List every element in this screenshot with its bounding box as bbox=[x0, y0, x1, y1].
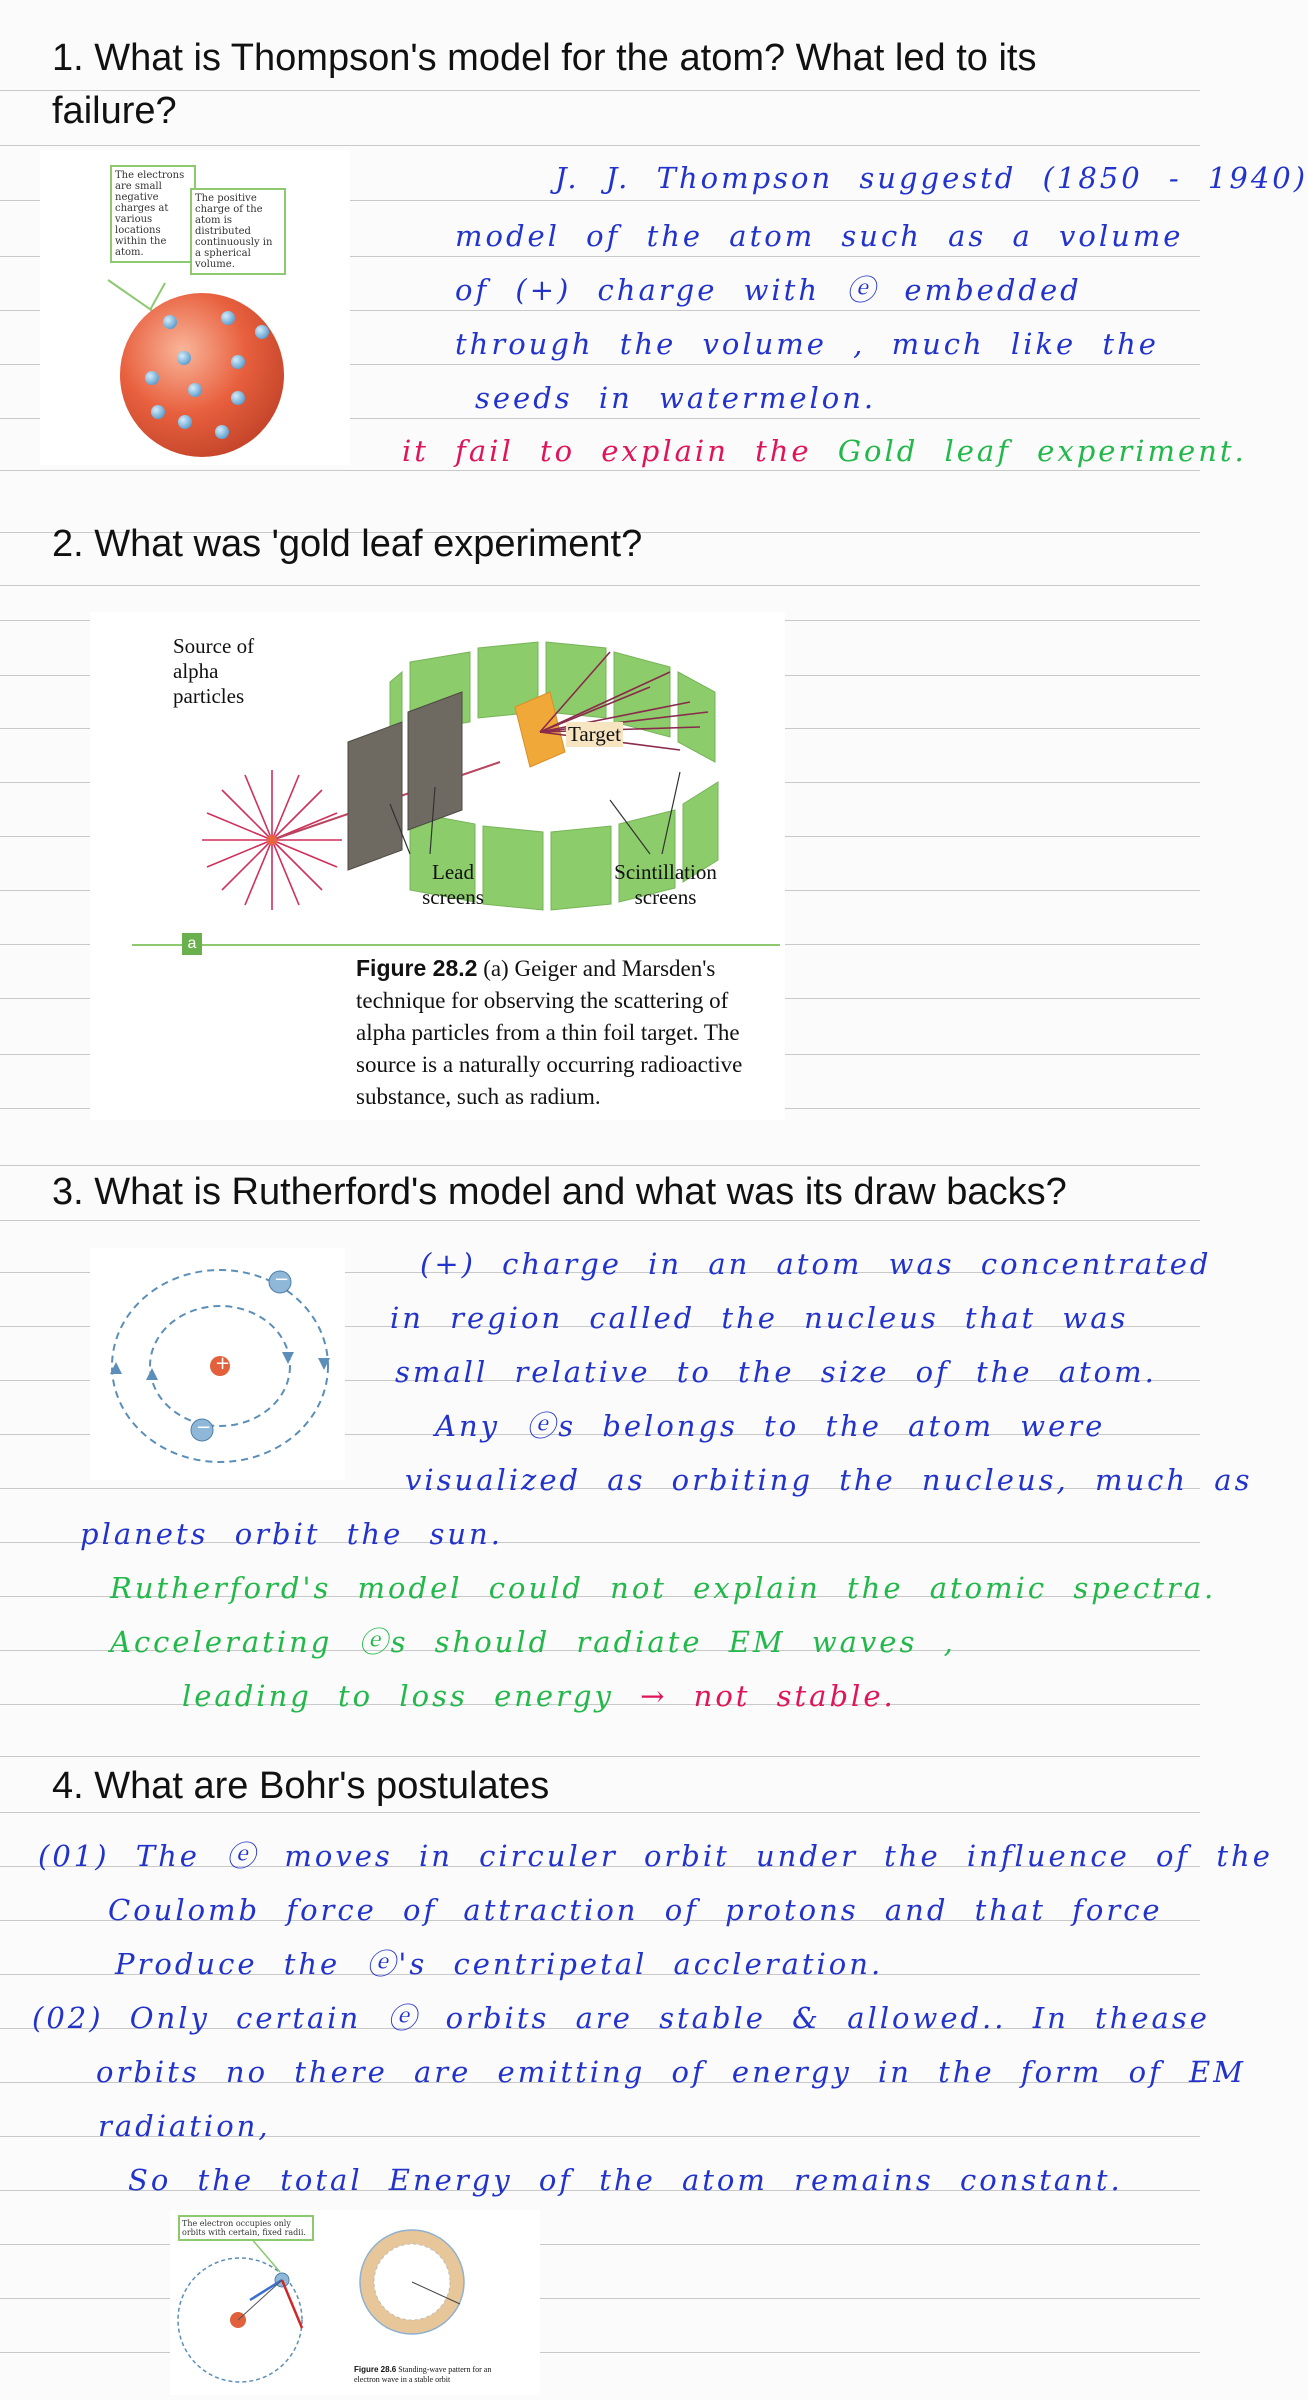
figure-28-2-caption bbox=[356, 952, 776, 1113]
not-stable-text: not stable. bbox=[693, 1679, 896, 1713]
answer4-line-4: (02) Only certain ⓔ orbits are stable & allowed.. In thease bbox=[32, 2001, 1210, 2035]
answer1-line-3: of (+) charge with ⓔ embedded bbox=[455, 273, 1082, 307]
lead-screens-label: Lead screens bbox=[422, 860, 484, 909]
answer1-line-4: through the volume , much like the bbox=[455, 327, 1159, 361]
ruled-line bbox=[0, 145, 1200, 146]
answer3-line-1: (+) charge in an atom was concentrated bbox=[420, 1247, 1212, 1281]
electron-minus-1: − bbox=[274, 1269, 290, 1290]
answer1-line-1: J. J. Thompson suggestd (1850 - 1940) bbox=[555, 161, 1308, 195]
alpha-source-dot bbox=[267, 835, 277, 845]
caption-body: Standing-wave pattern for an electron wave in a stable orbit bbox=[354, 2365, 492, 2384]
answer4-line-7: So the total Energy of the atom remains constant. bbox=[128, 2163, 1123, 2197]
question-3: 3. What is Rutherford's model and what was its draw backs? bbox=[52, 1171, 1067, 1213]
electron-minus-2: − bbox=[196, 1417, 212, 1438]
lead-screen-1 bbox=[348, 722, 402, 870]
answer3-line-3: small relative to the size of the atom. bbox=[395, 1355, 1157, 1389]
ruled-line bbox=[0, 1220, 1200, 1221]
answer3-line-6: planets orbit the sun. bbox=[80, 1517, 503, 1551]
drawback-line-3 bbox=[182, 1678, 896, 1714]
ruled-line bbox=[0, 585, 1200, 586]
fixed-radii-callout: The electron occupies only orbits with certain, fixed radii. bbox=[178, 2215, 314, 2241]
positive-sphere bbox=[120, 293, 284, 457]
bohr-model-figure bbox=[170, 2210, 540, 2395]
thomson-model-figure bbox=[40, 150, 350, 465]
rutherford-model-figure bbox=[90, 1248, 345, 1480]
answer3-line-5: visualized as orbiting the nucleus, much as bbox=[405, 1463, 1253, 1497]
caption-body: (a) Geiger and Marsden's technique for observing the scattering of alpha particles from a thin foil target. The source is a naturally occurring radioactive substance, such as radium. bbox=[356, 956, 743, 1109]
ruled-line bbox=[0, 470, 1200, 471]
gold-leaf-figure bbox=[90, 612, 785, 1120]
arrow: → bbox=[640, 1679, 668, 1713]
question-2: 2. What was 'gold leaf experiment? bbox=[52, 523, 643, 565]
gold-leaf-text: Gold leaf experiment. bbox=[837, 434, 1247, 468]
answer3-line-2: in region called the nucleus that was bbox=[390, 1301, 1129, 1335]
answer4-line-2: Coulomb force of attraction of protons and that force bbox=[108, 1893, 1163, 1927]
caption-title: Figure 28.6 bbox=[354, 2365, 397, 2374]
drawback-line-1: Rutherford's model could not explain the atomic spectra. bbox=[110, 1571, 1217, 1605]
nucleus-plus: + bbox=[215, 1353, 231, 1374]
electrons-callout: The electrons are small negative charges at various locations within the atom. bbox=[110, 165, 196, 263]
caption-title: Figure 28.2 bbox=[356, 955, 478, 981]
question-1: 1. What is Thompson's model for the atom? What led to its failure? bbox=[52, 37, 1037, 132]
answer4-line-3: Produce the ⓔ's centripetal accleration. bbox=[115, 1947, 884, 1981]
answer4-line-6: radiation, bbox=[98, 2109, 271, 2143]
question-4: 4. What are Bohr's postulates bbox=[52, 1765, 550, 1807]
scintillation-label: Scintillation screens bbox=[614, 860, 717, 909]
answer3-line-4: Any ⓔs belongs to the atom were bbox=[435, 1409, 1106, 1443]
source-label: Source of alpha particles bbox=[173, 634, 255, 708]
answer1-line-2: model of the atom such as a volume bbox=[455, 219, 1184, 253]
leading-text: leading to loss energy bbox=[182, 1679, 614, 1713]
lead-screen-2 bbox=[408, 692, 462, 830]
answer1-line-5: seeds in watermelon. bbox=[475, 381, 877, 415]
answer4-line-5: orbits no there are emitting of energy in the form of EM bbox=[96, 2055, 1246, 2089]
failure-text: it fail to explain the bbox=[402, 434, 812, 468]
answer1-failure bbox=[402, 433, 1247, 469]
ruled-line bbox=[0, 1756, 1200, 1757]
figure-28-6-caption bbox=[354, 2365, 504, 2385]
positive-charge-callout: The positive charge of the atom is distributed continuously in a spherical volume. bbox=[190, 188, 286, 275]
drawback-line-2: Accelerating ⓔs should radiate EM waves , bbox=[110, 1625, 956, 1659]
target-label: Target bbox=[568, 722, 621, 746]
answer4-line-1: (01) The ⓔ moves in circuler orbit under the influence of the bbox=[38, 1839, 1273, 1873]
panel-tag: a bbox=[182, 933, 202, 955]
